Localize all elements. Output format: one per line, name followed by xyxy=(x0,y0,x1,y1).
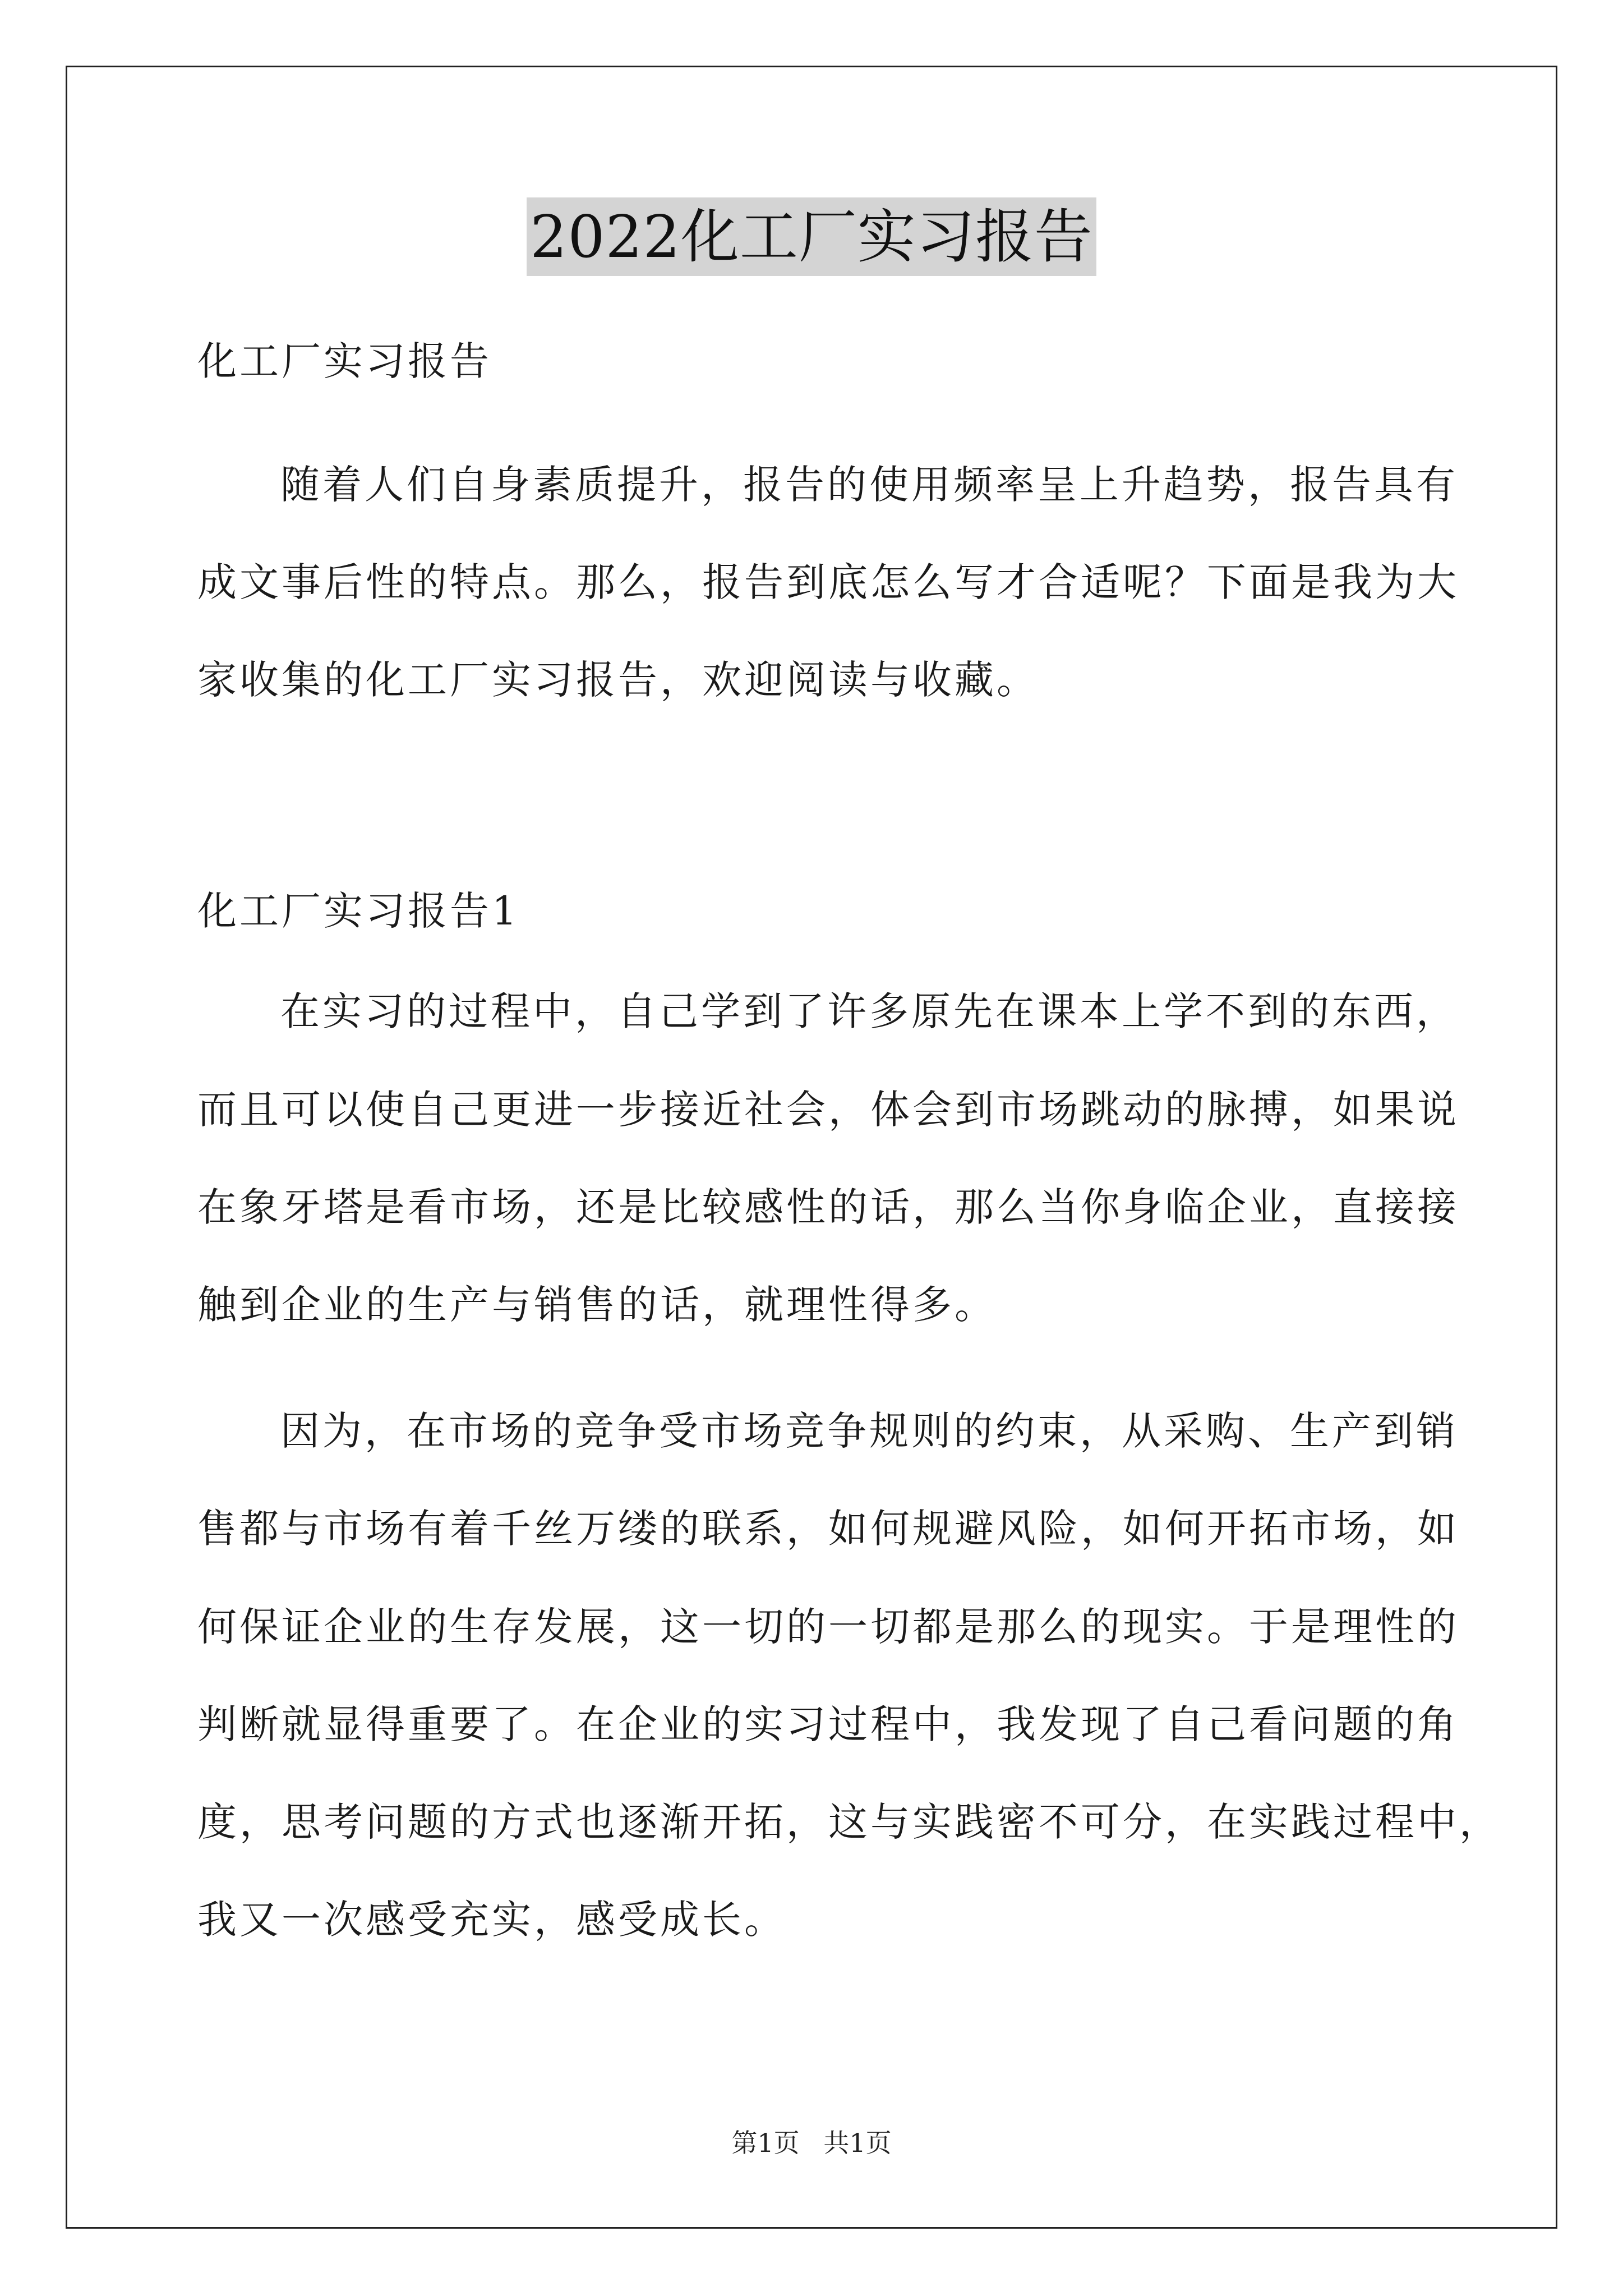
paragraph-line: 在实习的过程中，自己学到了许多原先在课本上学不到的东西， xyxy=(280,988,1458,1034)
page-total: 共1页 xyxy=(823,2128,892,2158)
paragraph-line: 成文事后性的特点。那么，报告到底怎么写才合适呢？下面是我为大 xyxy=(197,559,1459,605)
paragraph-line: 在象牙塔是看市场，还是比较感性的话，那么当你身临企业，直接接 xyxy=(197,1184,1459,1230)
paragraph-line: 何保证企业的生存发展，这一切的一切都是那么的现实。于是理性的 xyxy=(197,1604,1459,1650)
paragraph-line: 随着人们自身素质提升，报告的使用频率呈上升趋势，报告具有 xyxy=(280,462,1458,508)
title-container xyxy=(0,197,1623,276)
paragraph-line: 我又一次感受充实，感受成长。 xyxy=(197,1897,786,1943)
paragraph-line: 家收集的化工厂实习报告，欢迎阅读与收藏。 xyxy=(197,657,1039,703)
document-title: 2022化工厂实习报告 xyxy=(527,197,1096,276)
paragraph-line: 售都与市场有着千丝万缕的联系，如何规避风险，如何开拓市场，如 xyxy=(197,1506,1459,1552)
paragraph-line: 触到企业的生产与销售的话，就理性得多。 xyxy=(197,1282,997,1328)
paragraph-line: 因为，在市场的竞争受市场竞争规则的约束，从采购、生产到销 xyxy=(280,1408,1458,1454)
paragraph-line: 度，思考问题的方式也逐渐开拓，这与实践密不可分，在实践过程中， xyxy=(197,1799,1501,1845)
page-number: 第1页 xyxy=(731,2128,800,2158)
paragraph-line: 判断就显得重要了。在企业的实习过程中，我发现了自己看问题的角 xyxy=(197,1701,1459,1747)
section-heading: 化工厂实习报告1 xyxy=(197,888,520,934)
section-heading: 化工厂实习报告 xyxy=(197,338,492,384)
paragraph-line: 而且可以使自己更进一步接近社会，体会到市场跳动的脉搏，如果说 xyxy=(197,1087,1459,1133)
page-footer xyxy=(0,2126,1623,2160)
